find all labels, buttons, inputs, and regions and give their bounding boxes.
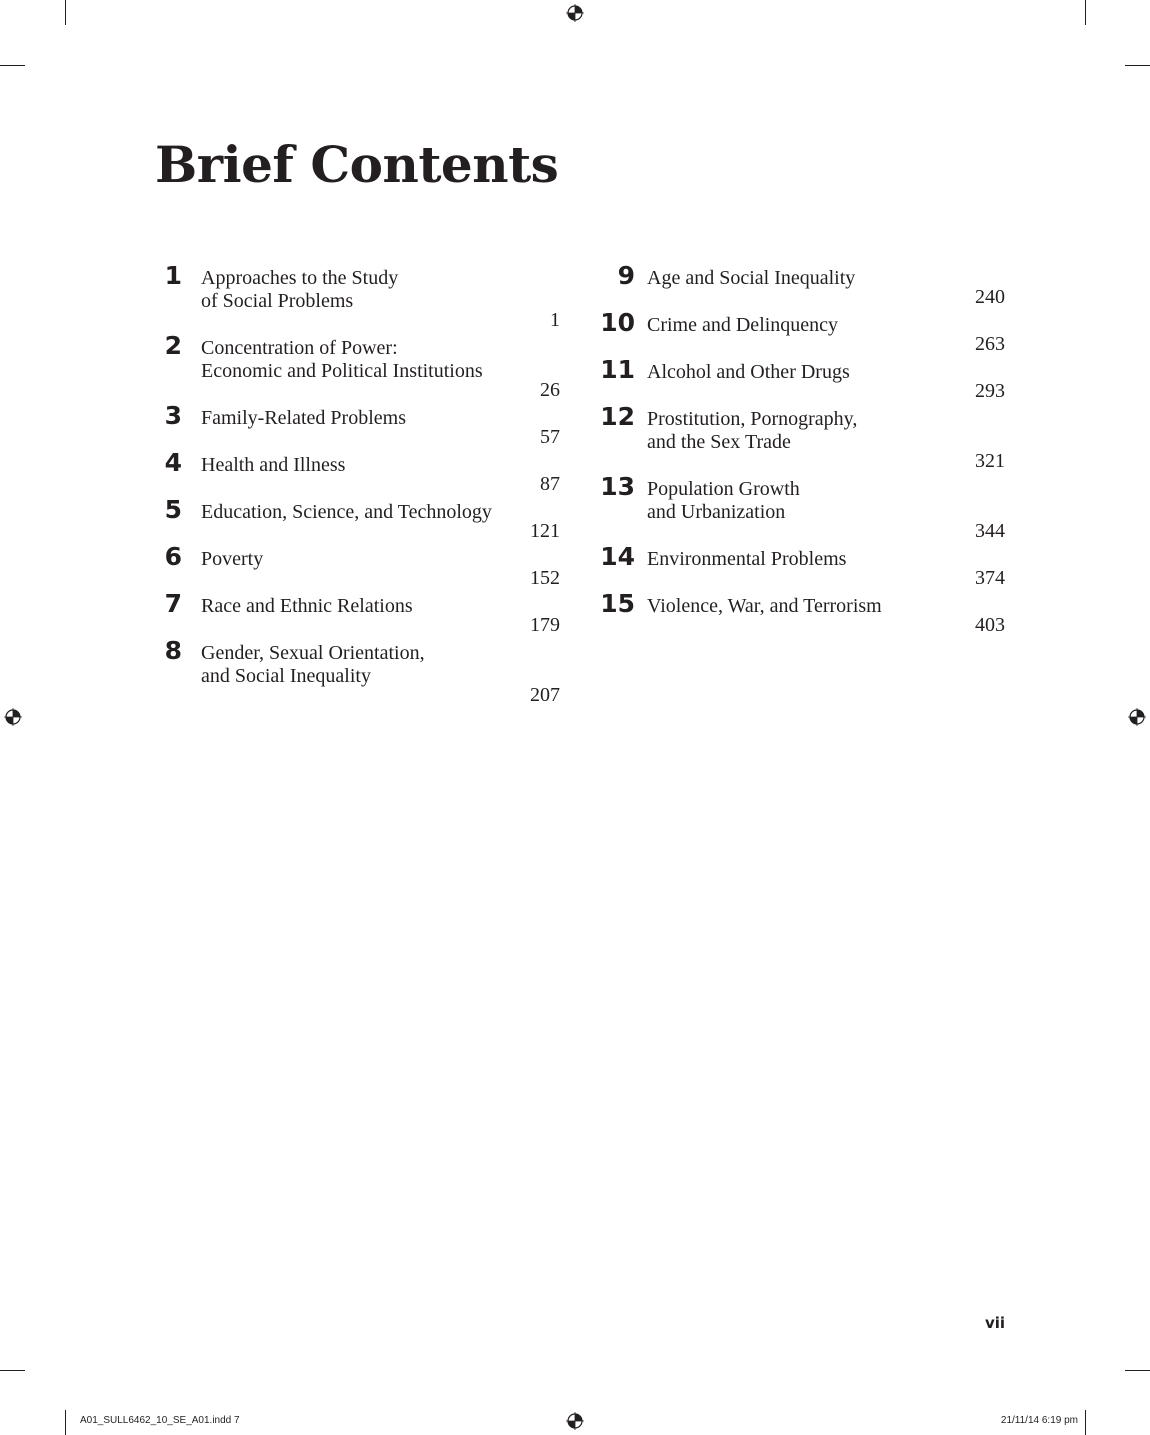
registration-mark-icon <box>566 4 584 22</box>
page-number: 26 <box>540 379 560 401</box>
contents-entry <box>155 637 560 707</box>
contents-entry <box>155 543 560 590</box>
page-number: 179 <box>530 614 560 636</box>
page-number: 87 <box>540 473 560 495</box>
chapter-title-line: and Social Inequality <box>201 665 371 687</box>
chapter-number: 2 <box>164 331 182 360</box>
chapter-title <box>201 337 483 383</box>
chapter-title-line: Alcohol and Other Drugs <box>647 361 850 383</box>
page-number: 403 <box>975 614 1005 636</box>
page-number: 240 <box>975 286 1005 308</box>
contents-entry <box>155 332 560 402</box>
chapter-number: 9 <box>617 261 635 290</box>
chapter-number: 7 <box>164 589 182 618</box>
chapter-title-line: Crime and Delinquency <box>647 314 839 336</box>
chapter-title <box>201 548 263 571</box>
chapter-number: 5 <box>164 495 182 524</box>
contents-entry <box>600 590 1005 637</box>
page-number: 152 <box>530 567 560 589</box>
crop-mark <box>65 0 66 25</box>
page-number: 374 <box>975 567 1005 589</box>
page-number: 57 <box>540 426 560 448</box>
registration-mark-icon <box>1128 708 1146 726</box>
chapter-title <box>201 454 345 477</box>
chapter-number: 12 <box>600 402 635 431</box>
chapter-title-line: and Urbanization <box>647 501 786 523</box>
chapter-title <box>201 267 398 313</box>
page-folio: vii <box>984 1314 1005 1332</box>
contents-entry <box>155 449 560 496</box>
contents-entry <box>600 262 1005 309</box>
chapter-title-line: Prostitution, Pornography, <box>647 408 858 430</box>
chapter-number: 3 <box>164 401 182 430</box>
crop-mark <box>0 65 25 66</box>
contents-right-column <box>600 262 1005 637</box>
slug-date: 21/11/14 6:19 pm <box>1000 1415 1078 1426</box>
crop-mark <box>1085 1410 1086 1435</box>
chapter-number: 13 <box>600 472 635 501</box>
chapter-title-line: Health and Illness <box>201 454 346 476</box>
chapter-title <box>647 595 882 618</box>
chapter-title-line: Race and Ethnic Relations <box>201 595 413 617</box>
contents-entry <box>600 473 1005 543</box>
contents-left-column <box>155 262 560 707</box>
chapter-title-line: Concentration of Power: <box>201 337 398 359</box>
page-number: 293 <box>975 380 1005 402</box>
chapter-title-line: of Social Problems <box>201 290 354 312</box>
chapter-title-line: and the Sex Trade <box>647 431 791 453</box>
chapter-number: 4 <box>164 448 182 477</box>
chapter-number: 6 <box>164 542 182 571</box>
contents-entry <box>155 262 560 332</box>
page-title: Brief Contents <box>155 135 559 194</box>
chapter-title-line: Poverty <box>201 548 264 570</box>
crop-mark <box>1085 0 1086 25</box>
chapter-title-line: Education, Science, and Technology <box>201 501 492 523</box>
contents-entry <box>600 543 1005 590</box>
contents-entry <box>600 356 1005 403</box>
chapter-title-line: Economic and Political Institutions <box>201 360 483 382</box>
chapter-title <box>647 314 838 337</box>
chapter-number: 8 <box>164 636 182 665</box>
page-number: 321 <box>975 450 1005 472</box>
page-number: 344 <box>975 520 1005 542</box>
chapter-number: 14 <box>600 542 635 571</box>
crop-mark <box>1125 1370 1150 1371</box>
crop-mark <box>1125 65 1150 66</box>
chapter-title-line: Age and Social Inequality <box>647 267 856 289</box>
chapter-title <box>647 548 846 571</box>
chapter-title-line: Gender, Sexual Orientation, <box>201 642 425 664</box>
chapter-title-line: Environmental Problems <box>647 548 847 570</box>
page-number: 207 <box>530 684 560 706</box>
chapter-title-line: Population Growth <box>647 478 800 500</box>
registration-mark-icon <box>4 708 22 726</box>
contents-entry <box>600 309 1005 356</box>
chapter-title <box>201 407 406 430</box>
slug-filename: A01_SULL6462_10_SE_A01.indd 7 <box>80 1415 240 1426</box>
chapter-title <box>647 361 850 384</box>
chapter-title <box>647 267 855 290</box>
crop-mark <box>0 1370 25 1371</box>
page-number: 1 <box>550 309 560 331</box>
page-number: 121 <box>530 520 560 542</box>
chapter-number: 11 <box>600 355 635 384</box>
chapter-title <box>201 501 492 524</box>
chapter-number: 1 <box>164 261 182 290</box>
contents-entry <box>155 402 560 449</box>
chapter-title <box>201 595 413 618</box>
contents-entry <box>600 403 1005 473</box>
crop-mark <box>65 1410 66 1435</box>
chapter-number: 10 <box>600 308 635 337</box>
chapter-title-line: Violence, War, and Terrorism <box>647 595 882 617</box>
chapter-title <box>201 642 425 688</box>
chapter-title <box>647 478 800 524</box>
contents-entry <box>155 496 560 543</box>
chapter-title-line: Family-Related Problems <box>201 407 406 429</box>
registration-mark-icon <box>566 1412 584 1430</box>
chapter-number: 15 <box>600 589 635 618</box>
chapter-title <box>647 408 857 454</box>
page-number: 263 <box>975 333 1005 355</box>
contents-entry <box>155 590 560 637</box>
chapter-title-line: Approaches to the Study <box>201 267 399 289</box>
